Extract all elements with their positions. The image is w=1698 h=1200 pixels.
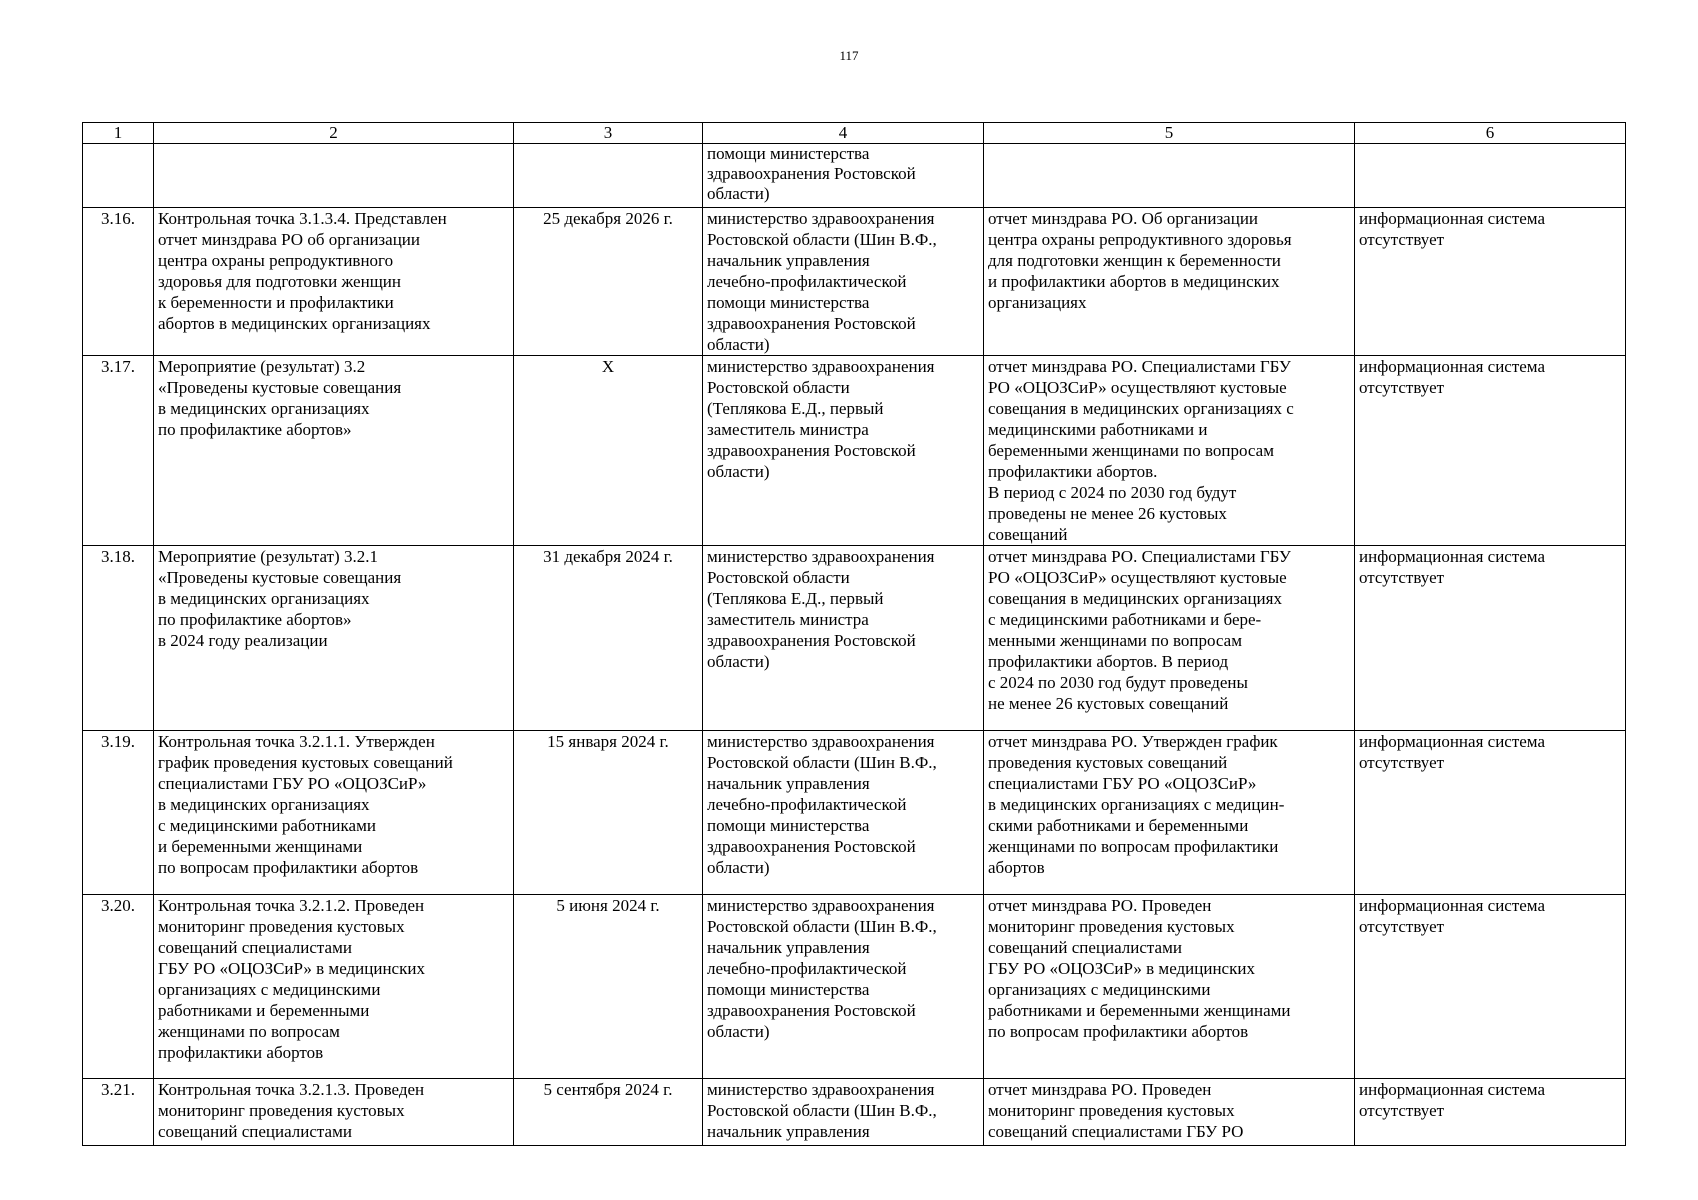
column-header: 1 bbox=[83, 123, 154, 144]
document-type: отчет минздрава РО. Специалистами ГБУ РО «ОЦОЗСиР» осуществляют кустовые совещания в медицинских организациях с медицинскими работниками и беременными женщинами по вопросам профилактики абортов. В период с 2024 по 2030 год будут проведены не менее 26 кустовых совещаний bbox=[984, 356, 1355, 546]
row-number: 3.20. bbox=[83, 895, 154, 1079]
column-header: 3 bbox=[514, 123, 703, 144]
information-system: информационная система отсутствует bbox=[1355, 1079, 1626, 1146]
responsible: министерство здравоохранения Ростовской области (Шин В.Ф., начальник управления bbox=[703, 1079, 984, 1146]
document-type: отчет минздрава РО. Проведен мониторинг проведения кустовых совещаний специалистами ГБУ РО bbox=[984, 1079, 1355, 1146]
due-date: 15 января 2024 г. bbox=[514, 731, 703, 895]
page-number: 117 bbox=[839, 48, 859, 63]
document-table bbox=[82, 122, 1626, 1146]
information-system: информационная система отсутствует bbox=[1355, 546, 1626, 731]
row-number: 3.16. bbox=[83, 208, 154, 356]
table-row bbox=[83, 356, 1626, 546]
document-type: отчет минздрава РО. Об организации центра охраны репродуктивного здоровья для подготовки женщин к беременности и профилактики абортов в медицинских организациях bbox=[984, 208, 1355, 356]
document-type: отчет минздрава РО. Проведен мониторинг проведения кустовых совещаний специалистами ГБУ РО «ОЦОЗСиР» в медицинских организациях с медицинскими работниками и беременными женщинами по вопросам профилактики абортов bbox=[984, 895, 1355, 1079]
item-name: Мероприятие (результат) 3.2 «Проведены кустовые совещания в медицинских организациях по профилактике абортов» bbox=[154, 356, 514, 546]
responsible: министерство здравоохранения Ростовской области (Шин В.Ф., начальник управления лечебно-профилактической помощи министерства здравоохранения Ростовской области) bbox=[703, 208, 984, 356]
item-name: Контрольная точка 3.2.1.1. Утвержден график проведения кустовых совещаний специалистами ГБУ РО «ОЦОЗСиР» в медицинских организациях с медицинскими работниками и беременными женщинами по вопросам профилактики абортов bbox=[154, 731, 514, 895]
item-name: Контрольная точка 3.2.1.3. Проведен мониторинг проведения кустовых совещаний специалистами bbox=[154, 1079, 514, 1146]
due-date: 31 декабря 2024 г. bbox=[514, 546, 703, 731]
row-number bbox=[83, 144, 154, 208]
header-row bbox=[83, 123, 1626, 144]
column-header: 2 bbox=[154, 123, 514, 144]
document-type: отчет минздрава РО. Специалистами ГБУ РО «ОЦОЗСиР» осуществляют кустовые совещания в медицинских организациях с медицинскими работниками и бере- менными женщинами по вопросам профилактики абортов. В период с 2024 по 2030 год будут проведены не менее 26 кустовых совещаний bbox=[984, 546, 1355, 731]
row-number: 3.21. bbox=[83, 1079, 154, 1146]
item-name: Контрольная точка 3.2.1.2. Проведен мониторинг проведения кустовых совещаний специалистами ГБУ РО «ОЦОЗСиР» в медицинских организациях с медицинскими работниками и беременными женщинами по вопросам профилактики абортов bbox=[154, 895, 514, 1079]
responsible: министерство здравоохранения Ростовской области (Теплякова Е.Д., первый заместитель министра здравоохранения Ростовской области) bbox=[703, 356, 984, 546]
due-date bbox=[514, 144, 703, 208]
responsible: министерство здравоохранения Ростовской области (Теплякова Е.Д., первый заместитель министра здравоохранения Ростовской области) bbox=[703, 546, 984, 731]
due-date: 25 декабря 2026 г. bbox=[514, 208, 703, 356]
responsible: министерство здравоохранения Ростовской области (Шин В.Ф., начальник управления лечебно-профилактической помощи министерства здравоохранения Ростовской области) bbox=[703, 895, 984, 1079]
due-date: Х bbox=[514, 356, 703, 546]
due-date: 5 сентября 2024 г. bbox=[514, 1079, 703, 1146]
column-header: 4 bbox=[703, 123, 984, 144]
information-system: информационная система отсутствует bbox=[1355, 356, 1626, 546]
table-row bbox=[83, 144, 1626, 208]
information-system bbox=[1355, 144, 1626, 208]
responsible: помощи министерства здравоохранения Ростовской области) bbox=[703, 144, 984, 208]
table-row bbox=[83, 895, 1626, 1079]
item-name: Контрольная точка 3.1.3.4. Представлен отчет минздрава РО об организации центра охраны репродуктивного здоровья для подготовки женщин к беременности и профилактики абортов в медицинских организациях bbox=[154, 208, 514, 356]
responsible: министерство здравоохранения Ростовской области (Шин В.Ф., начальник управления лечебно-профилактической помощи министерства здравоохранения Ростовской области) bbox=[703, 731, 984, 895]
information-system: информационная система отсутствует bbox=[1355, 208, 1626, 356]
row-number: 3.17. bbox=[83, 356, 154, 546]
item-name bbox=[154, 144, 514, 208]
table-row bbox=[83, 546, 1626, 731]
column-header: 6 bbox=[1355, 123, 1626, 144]
table-row bbox=[83, 1079, 1626, 1146]
item-name: Мероприятие (результат) 3.2.1 «Проведены кустовые совещания в медицинских организациях по профилактике абортов» в 2024 году реализации bbox=[154, 546, 514, 731]
document-type bbox=[984, 144, 1355, 208]
information-system: информационная система отсутствует bbox=[1355, 731, 1626, 895]
document-type: отчет минздрава РО. Утвержден график проведения кустовых совещаний специалистами ГБУ РО «ОЦОЗСиР» в медицинских организациях с медицин- скими работниками и беременными женщинами по вопросам профилактики абортов bbox=[984, 731, 1355, 895]
table-row bbox=[83, 731, 1626, 895]
information-system: информационная система отсутствует bbox=[1355, 895, 1626, 1079]
row-number: 3.19. bbox=[83, 731, 154, 895]
column-header: 5 bbox=[984, 123, 1355, 144]
table-row bbox=[83, 208, 1626, 356]
due-date: 5 июня 2024 г. bbox=[514, 895, 703, 1079]
row-number: 3.18. bbox=[83, 546, 154, 731]
